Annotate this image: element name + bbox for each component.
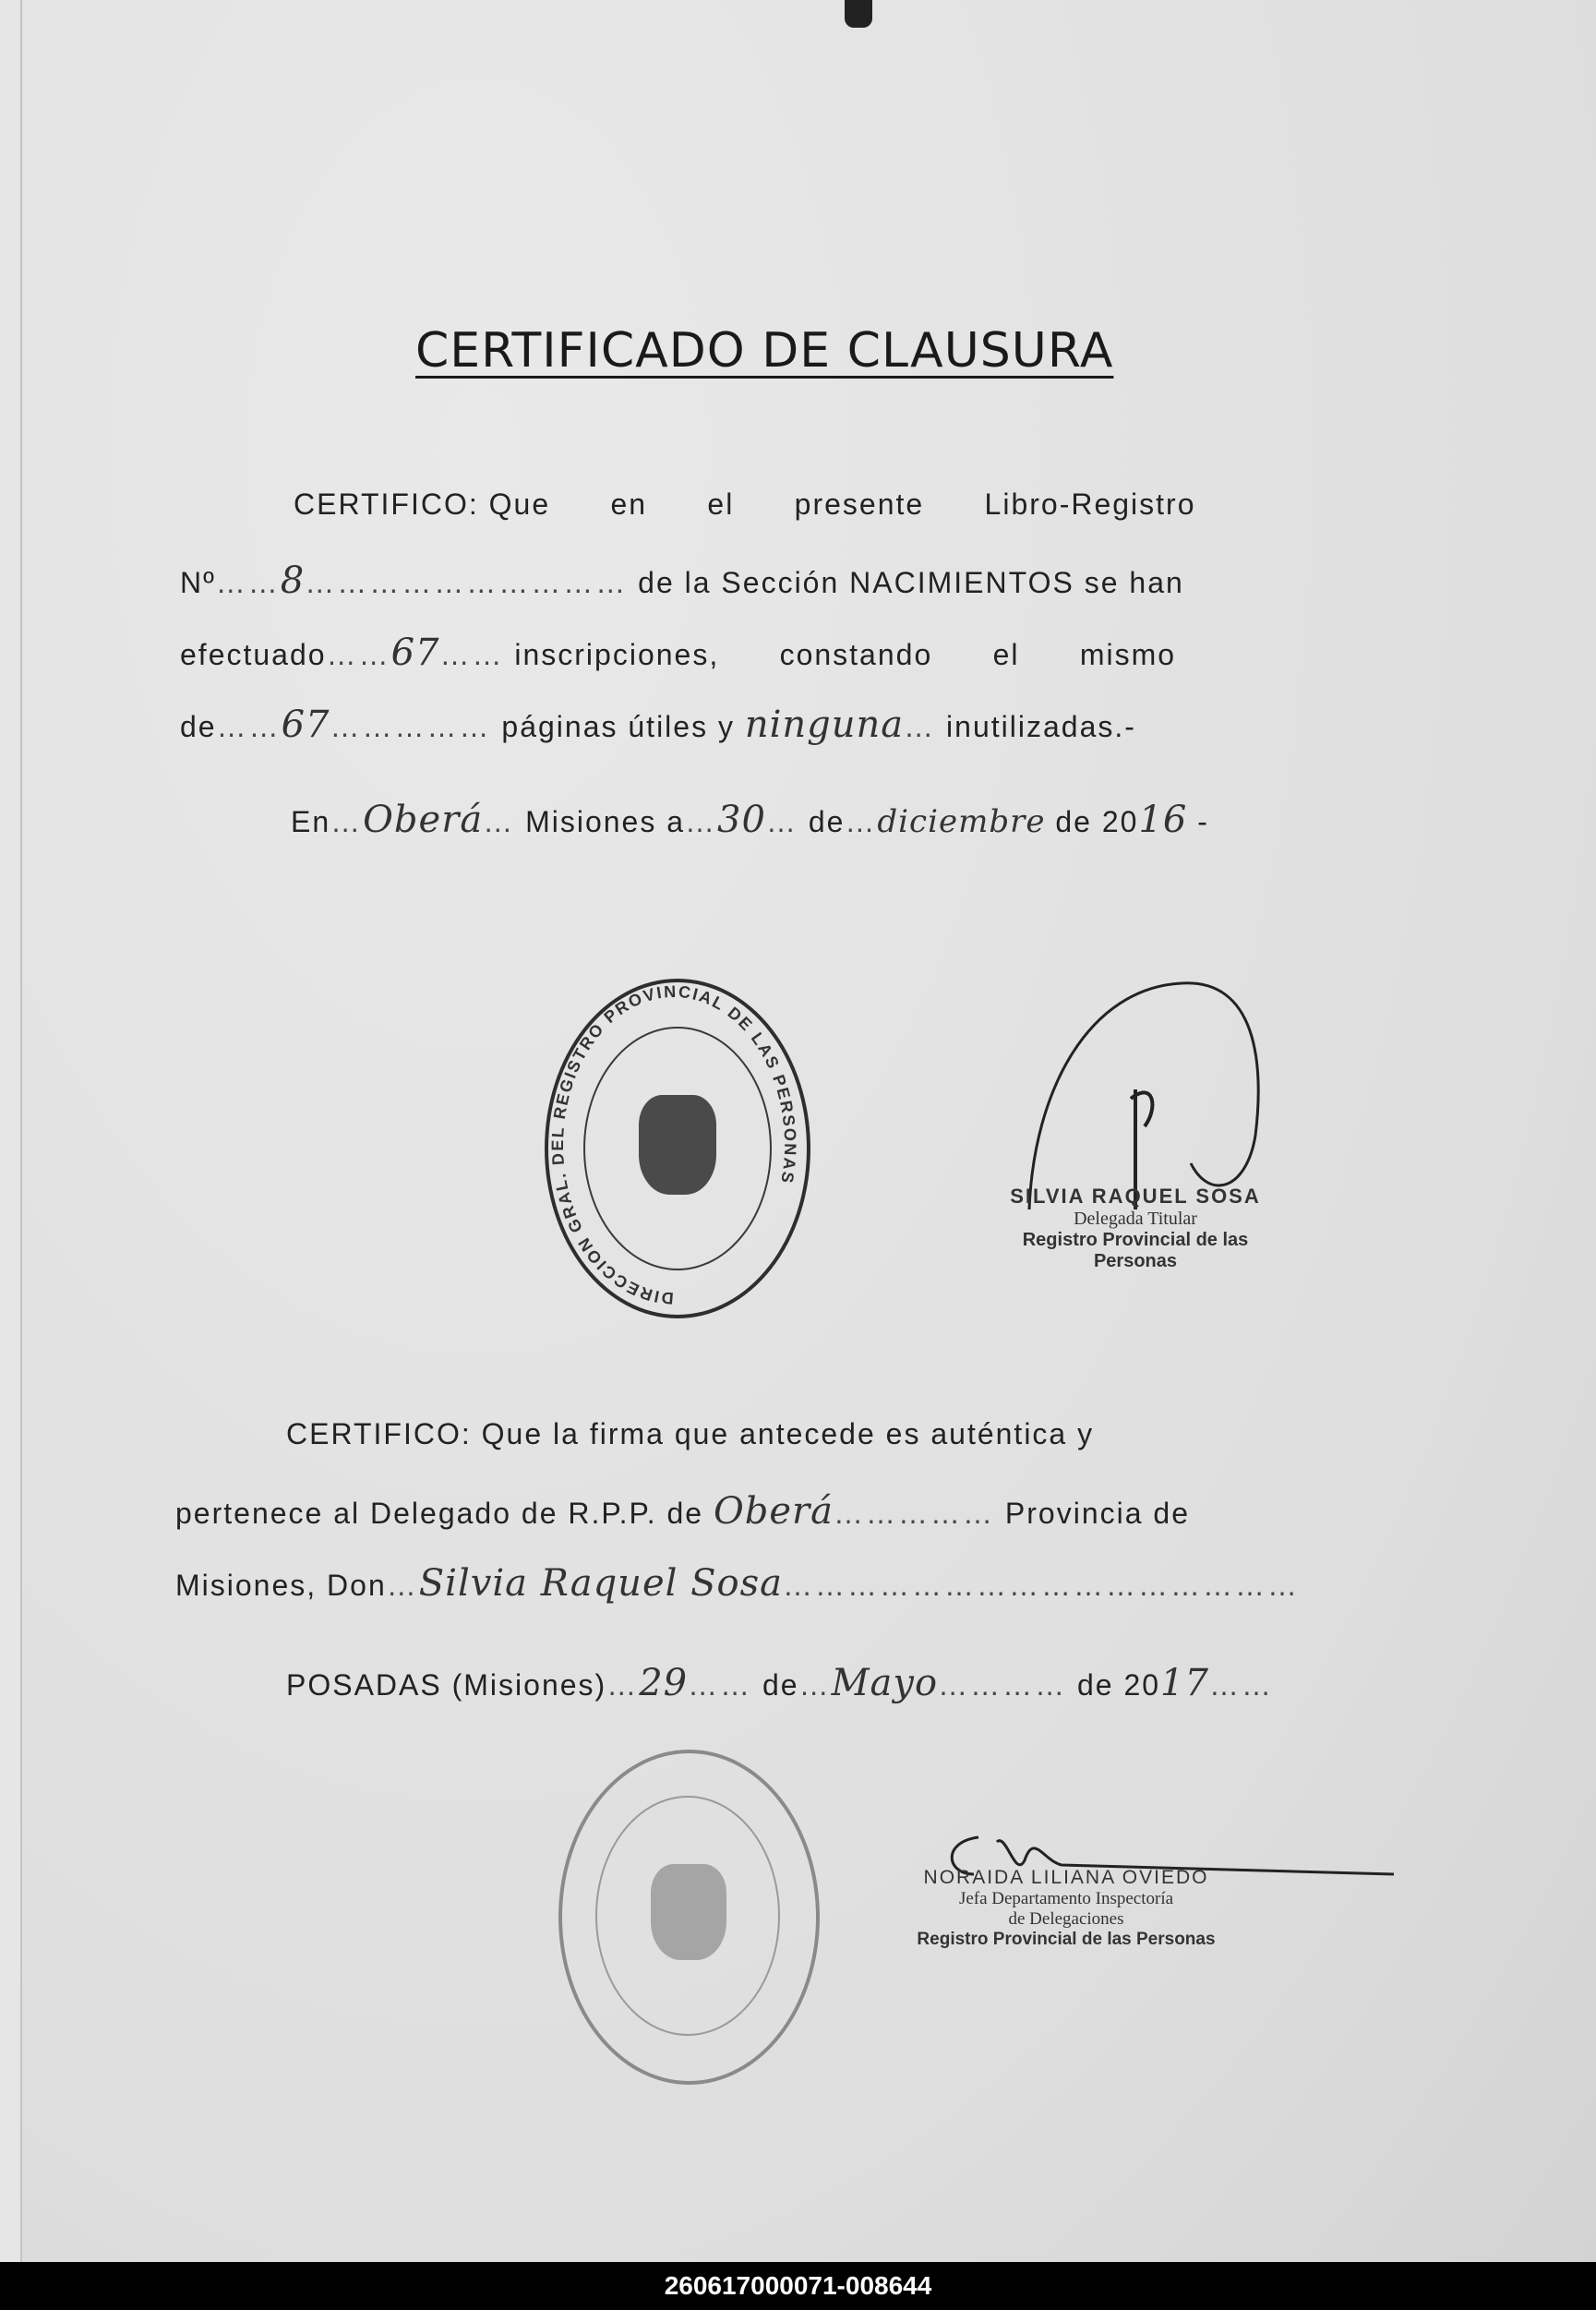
unused-pages: ninguna xyxy=(744,704,905,746)
cert2-line2-prefix: pertenece al Delegado de R.P.P. de xyxy=(175,1497,704,1530)
seal-1-text: DIRECCION GRAL. DEL REGISTRO PROVINCIAL DE LAS PERSONAS xyxy=(548,981,800,1308)
document-id: 260617000071-008644 xyxy=(664,2271,932,2300)
cert2-line4: POSADAS (Misiones)…29…… de…Mayo………… de 2017…… xyxy=(286,1662,1274,1704)
signature-2-block xyxy=(891,1867,1242,1950)
signer-1-org: Registro Provincial de las Personas xyxy=(1022,1230,1249,1271)
posadas-label: POSADAS (Misiones) xyxy=(286,1668,607,1702)
cert2-line2-text: Provincia de xyxy=(1004,1497,1191,1530)
cert2-line1-text: Que la firma que antecede es auténtica y xyxy=(481,1417,1095,1450)
cert1-line1 xyxy=(294,487,1196,522)
closure-year: 16 xyxy=(1138,799,1188,841)
document-id-bar xyxy=(0,2262,1596,2310)
en-label: En xyxy=(291,805,331,838)
useful-pages: 67 xyxy=(281,704,330,746)
cert1-line4-text: inutilizadas.- xyxy=(946,710,1136,743)
cert2-year: 17 xyxy=(1160,1662,1209,1704)
cert1-line4: de……67…………… páginas útiles y ninguna… inutilizadas.- xyxy=(180,704,1136,746)
line-end: - xyxy=(1197,805,1209,838)
cert2-line2: pertenece al Delegado de R.P.P. de Oberá…………… Provincia de xyxy=(175,1490,1191,1533)
closure-place: Oberá xyxy=(363,799,484,841)
misiones-label: Misiones a xyxy=(525,805,686,838)
cert1-line2-text: de la Sección NACIMIENTOS se han xyxy=(638,566,1184,599)
signer-1-role: Delegada Titular xyxy=(1074,1209,1197,1229)
cert1-line1-text: Que en el presente Libro-Registro xyxy=(488,487,1196,521)
number-prefix: Nº xyxy=(180,566,216,599)
inscriptions-count: 67 xyxy=(390,632,440,674)
cert1-line3-text: inscripciones, constando el mismo xyxy=(514,638,1177,671)
don-label: Misiones, Don xyxy=(175,1569,387,1602)
signature-1 xyxy=(1006,979,1283,1219)
signature-1-block xyxy=(978,1185,1292,1272)
svg-text:DIRECCION GRAL. DEL REGISTRO P xyxy=(548,982,799,1307)
binding-edge xyxy=(0,0,22,2262)
year-prefix-2: de 20 xyxy=(1076,1668,1161,1702)
delegate-name: Silvia Raquel Sosa xyxy=(418,1562,783,1605)
signer-2-role-1: Jefa Departamento Inspectoría xyxy=(958,1889,1174,1908)
de-label-2: de xyxy=(808,805,846,838)
cert2-day: 29 xyxy=(639,1662,689,1704)
official-seal-2 xyxy=(558,1750,820,2085)
year-prefix: de 20 xyxy=(1055,805,1139,838)
useful-pages-label: páginas útiles y xyxy=(501,710,735,743)
cert2-line1 xyxy=(286,1417,1094,1451)
cert2-line3: Misiones, Don…Silvia Raquel Sosa………………………………………… xyxy=(175,1562,1300,1605)
delegation-place: Oberá xyxy=(713,1490,834,1533)
de-label: de xyxy=(180,710,217,743)
signer-2-org: Registro Provincial de las Personas xyxy=(917,1930,1216,1949)
cert1-line2: Nº……8………………………… de la Sección NACIMIENTOS se han xyxy=(180,559,1184,602)
de-label-3: de xyxy=(762,1668,799,1702)
book-number: 8 xyxy=(280,559,306,602)
seal-1-ring-text xyxy=(545,979,803,1311)
signer-2-name: NORAIDA LILIANA OVIEDO xyxy=(923,1867,1209,1888)
coat-of-arms-icon-2 xyxy=(651,1864,726,1960)
cert1-line5: En…Oberá… Misiones a…30… de…diciembre de 2016 - xyxy=(291,799,1209,841)
signer-2-role-2: de Delegaciones xyxy=(1008,1909,1124,1929)
cert2-month: Mayo xyxy=(831,1662,939,1704)
binder-clip xyxy=(845,0,872,28)
efectuado-label: efectuado xyxy=(180,638,327,671)
cert1-label: CERTIFICO: xyxy=(294,487,479,521)
closure-month: diciembre xyxy=(877,803,1046,840)
signer-1-name: SILVIA RAQUEL SOSA xyxy=(1010,1185,1261,1208)
cert1-line3: efectuado……67…… inscripciones, constando el mismo xyxy=(180,632,1177,674)
closure-day: 30 xyxy=(717,799,766,841)
page-title: CERTIFICADO DE CLAUSURA xyxy=(415,323,1114,379)
cert2-label: CERTIFICO: xyxy=(286,1417,472,1450)
